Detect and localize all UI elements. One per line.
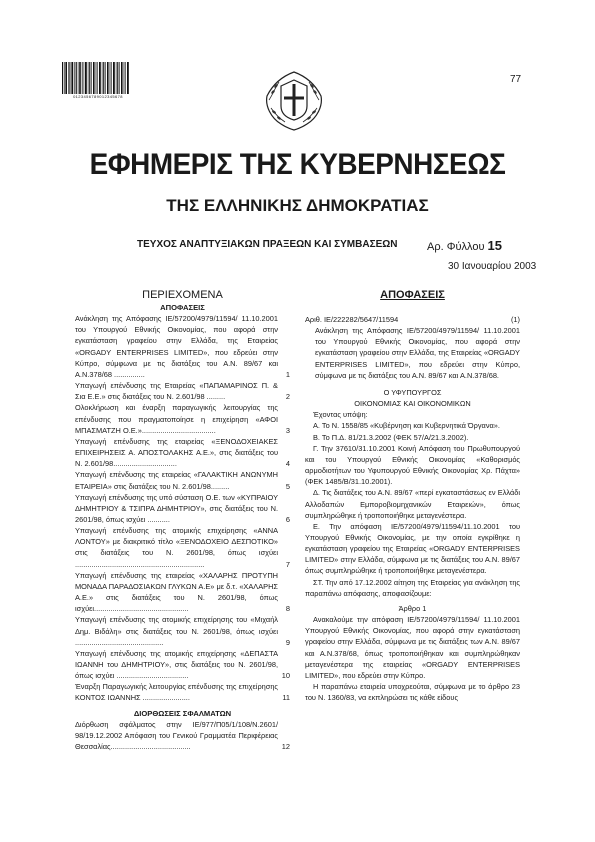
contents-item [75,469,290,491]
contents-item-page: 11 [282,693,290,703]
sheet-value: 15 [487,238,502,253]
contents-item [75,492,290,525]
document-title: Ανάκληση της Απόφασης ΙΕ/57200/4979/11594/ 11.10.2001 του Υπουργού Εθνικής Οικονομίας, που αφορά στην εγκατάσταση γραφείου στην Ελλάδα, της Εταιρείας «ORGADY ENTERPRISES LIMITED», που εδρεύει στην Κύπρο, σύμφωνα με τις διατάξεις του Α.Ν. 89/67 και Α.Ν.378/68. [315,326,520,380]
sheet-number [427,238,502,253]
barcode-number: 0123456789012345678 [73,94,123,99]
clause: Α. Το Ν. 1558/85 «Κυβέρνηση και Κυβερνητικά Όργανα». [313,421,500,431]
contents-item-text: Υπαγωγή επένδυσης της υπό σύσταση Ο.Ε. των «ΚΥΠΡΑΙΟΥ ΔΗΜΗΤΡΙΟΥ & ΤΣΙΠΡΑ ΔΗΜΗΤΡΙΟΥ», στις διατάξεις του Ν. 2601/98, όπως ισχύει ........... [75,492,278,524]
clause: Ε. Την απόφαση ΙΕ/57200/4979/11594/11.10.2001 του Υπουργού Εθνικής Οικονομίας, με την οποία εγκρίθηκε η εγκατάσταση γραφείου της Εταιρείας «ORGADY ENTERPRISES LIMITED» στην Ελλάδα, σύμφωνα με τις διατάξεις του Α.Ν. 89/67 όπως συμπληρώθηκε ή τροποποιήθηκε μεταγενέστερα. [305,521,520,576]
contents-item-page: 12 [281,742,290,752]
gazette-title: ΕΦΗΜΕΡΙΣ ΤΗΣ ΚΥΒΕΡΝΗΣΕΩΣ [89,148,506,181]
greek-coat-of-arms-icon [259,66,329,132]
corrections-list [75,719,290,752]
document-reference [305,314,520,325]
contents-item-text: Υπαγωγή επένδυσης της ατομικής επιχείρησης «ΑΝΝΑ ΛΟΝΤΟΥ» με διακριτικό τίτλο «ΞΕΝΟΔΟΧΕΙΟ ΔΕΣΠΟΤΙΚΟ» στις διατάξεις του Ν. 2601/98, όπως ισχύει ............................................................... [75,526,278,569]
contents-item-page: 1 [285,369,290,379]
contents-item [75,719,290,752]
contents-item-page: 7 [285,559,290,569]
minister-line-2: ΟΙΚΟΝΟΜΙΑΣ ΚΑΙ ΟΙΚΟΝΟΜΙΚΩΝ [354,399,471,409]
contents-item-page: 3 [285,425,290,435]
contents-item-page: 10 [281,671,290,681]
clause: ΣΤ. Την από 17.12.2002 αίτηση της Εταιρείας για ανάκληση της παραπάνω απόφασης, αποφασίζουμε: [305,577,520,598]
contents-item [75,570,290,615]
article-1-text-continued: Η παραπάνω εταιρεία υποχρεούται, σύμφωνα με το άρθρο 23 του Ν. 1360/83, να εκπληρώσει τις κάθε είδους [305,682,520,703]
contents-item [75,525,290,570]
doc-number: (1) [510,315,520,324]
contents-item-page: 4 [285,459,290,469]
contents-item-text: Ανάκληση της Απόφασης ΙΕ/57200/4979/11594/ 11.10.2001 του Υπουργού Εθνικής Οικονομίας, που αφορά στην εγκατάσταση γραφείου στην Ελλάδα, της Εταιρείας «ORGADY ENTERPRISES LIMITED», που εδρεύει στην Κύπρο, σύμφωνα με τις διατάξεις του Α.Ν. 89/67 και Α.Ν.378/68 ............... [75,314,278,379]
contents-item-page: 2 [285,392,290,402]
contents-item [75,436,290,469]
sheet-label: Αρ. Φύλλου [427,241,485,253]
decisions-column [305,288,520,703]
clause: Δ. Τις διατάξεις του Α.Ν. 89/67 «περί εγκαταστάσεως εν Ελλάδι Αλλοδαπών Εμπορoβιομηχανικών Εταιρειών», όπως συμπληρώθηκε ή τροποποιήθηκε μεταγενέστερα. [305,488,520,520]
clause: Γ. Την 37610/31.10.2001 Κοινή Απόφαση του Πρωθυπουργού και του Υπουργού Εθνικής Οικονομίας «Καθορισμός αρμοδιοτήτων του Υφυπουργού Εθνικής Οικονομίας Χρ. Πάχτα» (ΦΕΚ 1485/Β/31.10.2001). [305,443,520,487]
corrections-heading: ΔΙΟΡΘΩΣΕΙΣ ΣΦΑΛΜΑΤΩΝ [133,708,232,718]
contents-item-text: Υπαγωγή επένδυσης της ατομικής επιχείρησης του «Μιχαήλ Δημ. Βιδάλη» στις διατάξεις του Ν. 2601/98, όπως ισχύει ........................................... [75,615,278,647]
contents-item [75,614,290,647]
contents-item-text: Διόρθωση σφάλματος στην ΙΕ/977/Π05/1/108/Ν.2601/ 98/19.12.2002 Απόφαση του Γενικού Γραμματέα Περιφέρειας Θεσσαλίας....................................... [75,719,278,752]
contents-heading: ΠΕΡΙΕΧΟΜΕΝΑ [142,289,223,301]
issue-type: ΤΕΥΧΟΣ ΑΝΑΠΤΥΞΙΑΚΩΝ ΠΡΑΞΕΩΝ ΚΑΙ ΣΥΜΒΑΣΕΩΝ [137,239,398,250]
clause: Β. Το Π.Δ. 81/21.3.2002 (ΦΕΚ 57/Α/21.3.2002). [313,432,469,442]
gazette-subtitle: ΤΗΣ ΕΛΛΗΝΙΚΗΣ ΔΗΜΟΚΡΑΤΙΑΣ [166,196,429,215]
contents-item-page: 6 [285,514,290,524]
contents-list [75,313,290,703]
contents-item-text: Υπαγωγή επένδυσης της ατομικής επιχείρησης «ΔΕΠΑΣΤΑ ΙΩΑΝΝΗ του ΔΗΜΗΤΡΙΟΥ», στις διατάξεις του Ν. 2601/98, όπως ισχύει ................................... [75,648,278,681]
article-1-text: Ανακαλούμε την απόφαση ΙΕ/57200/4979/11594/ 11.10.2001 Υπουργού Εθνικής Οικονομίας, που αφορά στην εγκατάσταση γραφείου στην Ελλάδα, σύμφωνα με τις διατάξεις των Α.Ν. 89/67 και Α.Ν.378/68, όπως τροποποιήθηκαν και συμπληρώθηκαν μεταγενέστερα της εταιρείας «ORGADY ENTERPRISES LIMITED», που εδρεύει στην Κύπρο. [305,615,520,680]
contents-item [75,648,290,681]
contents-item-text: Ολοκλήρωση και έναρξη παραγωγικής λειτουργίας της επένδυσης που πραγματοποίησε η επιχείρηση «ΑΦΟΙ ΜΠΑΣΜΑΤΖΗ Ο.Ε.».................................... [75,403,278,435]
contents-item [75,380,290,402]
contents-decisions-heading: ΑΠΟΦΑΣΕΙΣ [160,303,205,312]
minister-line-1: Ο ΥΦΥΠΟΥΡΓΟΣ [383,387,442,397]
contents-item-text: Υπαγωγή επένδυσης της εταιρείας «ΞΕΝΟΔΟΧΕΙΑΚΕΣ ΕΠΙΧΕΙΡΗΣΕΙΣ Α. ΑΠΟΣΤΟΛΑΚΗΣ Α.Ε.», στις διατάξεις του Ν. 2.601/98............................... [75,436,278,469]
contents-item-text: Έναρξη Παραγωγικής λειτουργίας επένδυσης της επιχείρησης ΚΟΝΤΟΣ ΙΩΑΝΝΗΣ ....................... [75,682,278,703]
contents-item-page: 9 [285,637,290,647]
doc-ref: Αριθ. ΙΕ/222282/5647/11594 [305,315,399,324]
contents-item-text: Υπαγωγή επένδυσης της Εταιρείας «ΠΑΠΑΜΑΡΙΝΟΣ Π. & Σια Ε.Ε.» στις διατάξεις του Ν. 2.601/98 ......... [75,381,278,402]
contents-item-text: Υπαγωγή επένδυσης της εταιρείας «ΓΑΛΑΚΤΙΚΗ ΑΝΩΝΥΜΗ ΕΤΑΙΡΕΙΑ» στις διατάξεις του Ν. 2.601/98......... [75,470,278,491]
contents-item [75,402,290,435]
article-1-heading: Άρθρο 1 [398,603,427,613]
contents-item-page: 5 [285,481,290,491]
clauses-list [305,420,520,599]
issue-date: 30 Ιανουαρίου 2003 [448,261,537,272]
decisions-heading: ΑΠΟΦΑΣΕΙΣ [380,289,445,301]
contents-item [75,681,290,703]
contents-item-page: 8 [285,604,290,614]
barcode [62,62,130,94]
having-in-view: Έχοντας υπόψη: [313,410,368,420]
contents-item-text: Υπαγωγή επένδυσης της εταιρείας «ΧΑΛΑΡΗΣ ΠΡΟΤΥΠΗ ΜΟΝΑΔΑ ΠΑΡΑΔΟΣΙΑΚΩΝ ΓΛΥΚΩΝ Α.Ε» με δ.τ. «ΧΑΛΑΡΗΣ Α.Ε.» στις διατάξεις του Ν. 2601/98, όπως ισχύει.............................................. [75,570,278,614]
contents-item [75,313,290,380]
page-number: 77 [510,74,522,85]
contents-column [75,288,290,752]
